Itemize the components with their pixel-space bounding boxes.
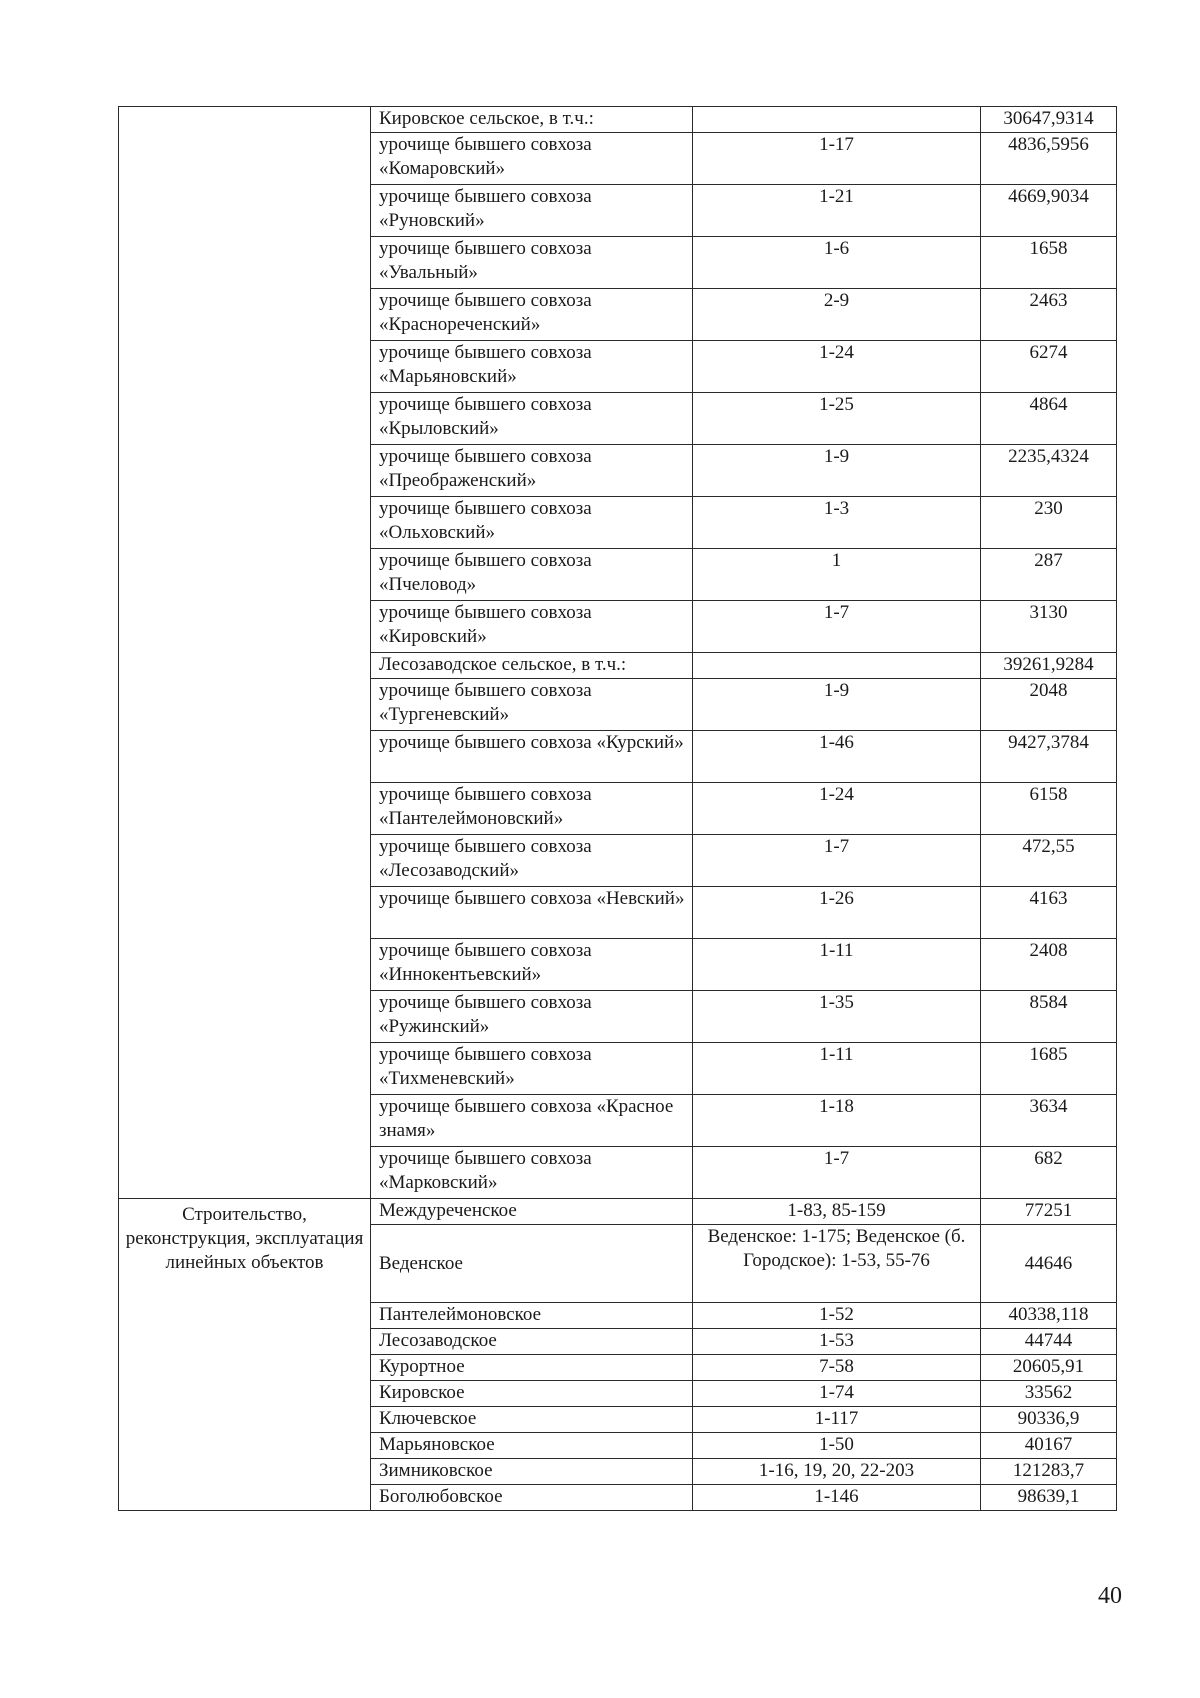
cell-val: 6158 bbox=[981, 783, 1117, 835]
cell-name: Веденское bbox=[371, 1225, 693, 1303]
cell-num: 1-7 bbox=[693, 601, 981, 653]
cell-num bbox=[693, 107, 981, 133]
cell-val: 2235,4324 bbox=[981, 445, 1117, 497]
cell-num: 1-146 bbox=[693, 1485, 981, 1511]
cell-val: 44646 bbox=[981, 1225, 1117, 1303]
cell-val: 4163 bbox=[981, 887, 1117, 939]
cell-num: 1-35 bbox=[693, 991, 981, 1043]
cell-num: 1-9 bbox=[693, 445, 981, 497]
cell-name: Кировское bbox=[371, 1381, 693, 1407]
cell-num: 1-117 bbox=[693, 1407, 981, 1433]
cell-name: Курортное bbox=[371, 1355, 693, 1381]
cell-name: урочище бывшего совхоза «Марьяновский» bbox=[371, 341, 693, 393]
cell-name: урочище бывшего совхоза «Тихменевский» bbox=[371, 1043, 693, 1095]
cell-name: урочище бывшего совхоза «Курский» bbox=[371, 731, 693, 783]
cell-num: 1-17 bbox=[693, 133, 981, 185]
cell-name: Зимниковское bbox=[371, 1459, 693, 1485]
cell-val: 2463 bbox=[981, 289, 1117, 341]
cell-val: 121283,7 bbox=[981, 1459, 1117, 1485]
cell-name: урочище бывшего совхоза «Крыловский» bbox=[371, 393, 693, 445]
cell-name: Лесозаводское сельское, в т.ч.: bbox=[371, 653, 693, 679]
cell-name: Боголюбовское bbox=[371, 1485, 693, 1511]
table-row bbox=[119, 1199, 1117, 1225]
cell-val: 44744 bbox=[981, 1329, 1117, 1355]
cell-val: 3130 bbox=[981, 601, 1117, 653]
cell-name: Лесозаводское bbox=[371, 1329, 693, 1355]
cell-name: урочище бывшего совхоза «Руновский» bbox=[371, 185, 693, 237]
cell-val: 1685 bbox=[981, 1043, 1117, 1095]
cell-num: 1-9 bbox=[693, 679, 981, 731]
cell-name: урочище бывшего совхоза «Ольховский» bbox=[371, 497, 693, 549]
cell-name: урочище бывшего совхоза «Увальный» bbox=[371, 237, 693, 289]
cell-name: урочище бывшего совхоза «Лесозаводский» bbox=[371, 835, 693, 887]
cell-name: урочище бывшего совхоза «Комаровский» bbox=[371, 133, 693, 185]
category-cell: Строительство, реконструкция, эксплуатация линейных объектов bbox=[119, 1199, 371, 1511]
table-row bbox=[119, 107, 1117, 133]
cell-name: Кировское сельское, в т.ч.: bbox=[371, 107, 693, 133]
cell-name: урочище бывшего совхоза «Иннокентьевский» bbox=[371, 939, 693, 991]
cell-name: урочище бывшего совхоза «Пчеловод» bbox=[371, 549, 693, 601]
cell-val: 30647,9314 bbox=[981, 107, 1117, 133]
cell-name: Междуреченское bbox=[371, 1199, 693, 1225]
cell-val: 9427,3784 bbox=[981, 731, 1117, 783]
cell-val: 4836,5956 bbox=[981, 133, 1117, 185]
cell-val: 6274 bbox=[981, 341, 1117, 393]
cell-num: 1-50 bbox=[693, 1433, 981, 1459]
cell-num: 1-6 bbox=[693, 237, 981, 289]
land-table bbox=[118, 106, 1117, 1511]
cell-val: 3634 bbox=[981, 1095, 1117, 1147]
cell-num: 1-11 bbox=[693, 1043, 981, 1095]
category-cell-empty bbox=[119, 107, 371, 1199]
cell-val: 1658 bbox=[981, 237, 1117, 289]
cell-num: 1-24 bbox=[693, 341, 981, 393]
cell-num: 1-7 bbox=[693, 835, 981, 887]
cell-val: 20605,91 bbox=[981, 1355, 1117, 1381]
cell-val: 2048 bbox=[981, 679, 1117, 731]
cell-num: 1-52 bbox=[693, 1303, 981, 1329]
cell-val: 230 bbox=[981, 497, 1117, 549]
cell-num: 7-58 bbox=[693, 1355, 981, 1381]
cell-name: урочище бывшего совхоза «Кировский» bbox=[371, 601, 693, 653]
cell-name: Пантелеймоновское bbox=[371, 1303, 693, 1329]
land-table-body bbox=[119, 107, 1117, 1511]
cell-val: 4864 bbox=[981, 393, 1117, 445]
cell-val: 33562 bbox=[981, 1381, 1117, 1407]
cell-val: 682 bbox=[981, 1147, 1117, 1199]
cell-val: 98639,1 bbox=[981, 1485, 1117, 1511]
cell-num: 1-53 bbox=[693, 1329, 981, 1355]
cell-val: 40338,118 bbox=[981, 1303, 1117, 1329]
cell-val: 2408 bbox=[981, 939, 1117, 991]
cell-num: 1 bbox=[693, 549, 981, 601]
cell-num: 1-83, 85-159 bbox=[693, 1199, 981, 1225]
cell-num: 1-26 bbox=[693, 887, 981, 939]
cell-name: урочище бывшего совхоза «Преображенский» bbox=[371, 445, 693, 497]
cell-val: 40167 bbox=[981, 1433, 1117, 1459]
page-number: 40 bbox=[1098, 1583, 1122, 1609]
cell-name: урочище бывшего совхоза «Пантелеймоновский» bbox=[371, 783, 693, 835]
cell-num: 2-9 bbox=[693, 289, 981, 341]
cell-num: 1-21 bbox=[693, 185, 981, 237]
cell-name: урочище бывшего совхоза «Невский» bbox=[371, 887, 693, 939]
cell-val: 287 bbox=[981, 549, 1117, 601]
cell-name: урочище бывшего совхоза «Красное знамя» bbox=[371, 1095, 693, 1147]
cell-num: 1-7 bbox=[693, 1147, 981, 1199]
cell-name: урочище бывшего совхоза «Тургеневский» bbox=[371, 679, 693, 731]
cell-val: 4669,9034 bbox=[981, 185, 1117, 237]
cell-val: 90336,9 bbox=[981, 1407, 1117, 1433]
cell-num: 1-16, 19, 20, 22-203 bbox=[693, 1459, 981, 1485]
cell-num: 1-74 bbox=[693, 1381, 981, 1407]
cell-num: Веденское: 1-175; Веденское (б. Городское): 1-53, 55-76 bbox=[693, 1225, 981, 1303]
cell-val: 8584 bbox=[981, 991, 1117, 1043]
cell-num: 1-11 bbox=[693, 939, 981, 991]
cell-val: 39261,9284 bbox=[981, 653, 1117, 679]
cell-name: Ключевское bbox=[371, 1407, 693, 1433]
cell-num: 1-24 bbox=[693, 783, 981, 835]
cell-name: урочище бывшего совхоза «Марковский» bbox=[371, 1147, 693, 1199]
cell-num bbox=[693, 653, 981, 679]
cell-num: 1-3 bbox=[693, 497, 981, 549]
cell-num: 1-18 bbox=[693, 1095, 981, 1147]
cell-name: урочище бывшего совхоза «Краснореченский» bbox=[371, 289, 693, 341]
cell-name: Марьяновское bbox=[371, 1433, 693, 1459]
cell-name: урочище бывшего совхоза «Ружинский» bbox=[371, 991, 693, 1043]
cell-val: 472,55 bbox=[981, 835, 1117, 887]
cell-num: 1-46 bbox=[693, 731, 981, 783]
cell-val: 77251 bbox=[981, 1199, 1117, 1225]
cell-num: 1-25 bbox=[693, 393, 981, 445]
